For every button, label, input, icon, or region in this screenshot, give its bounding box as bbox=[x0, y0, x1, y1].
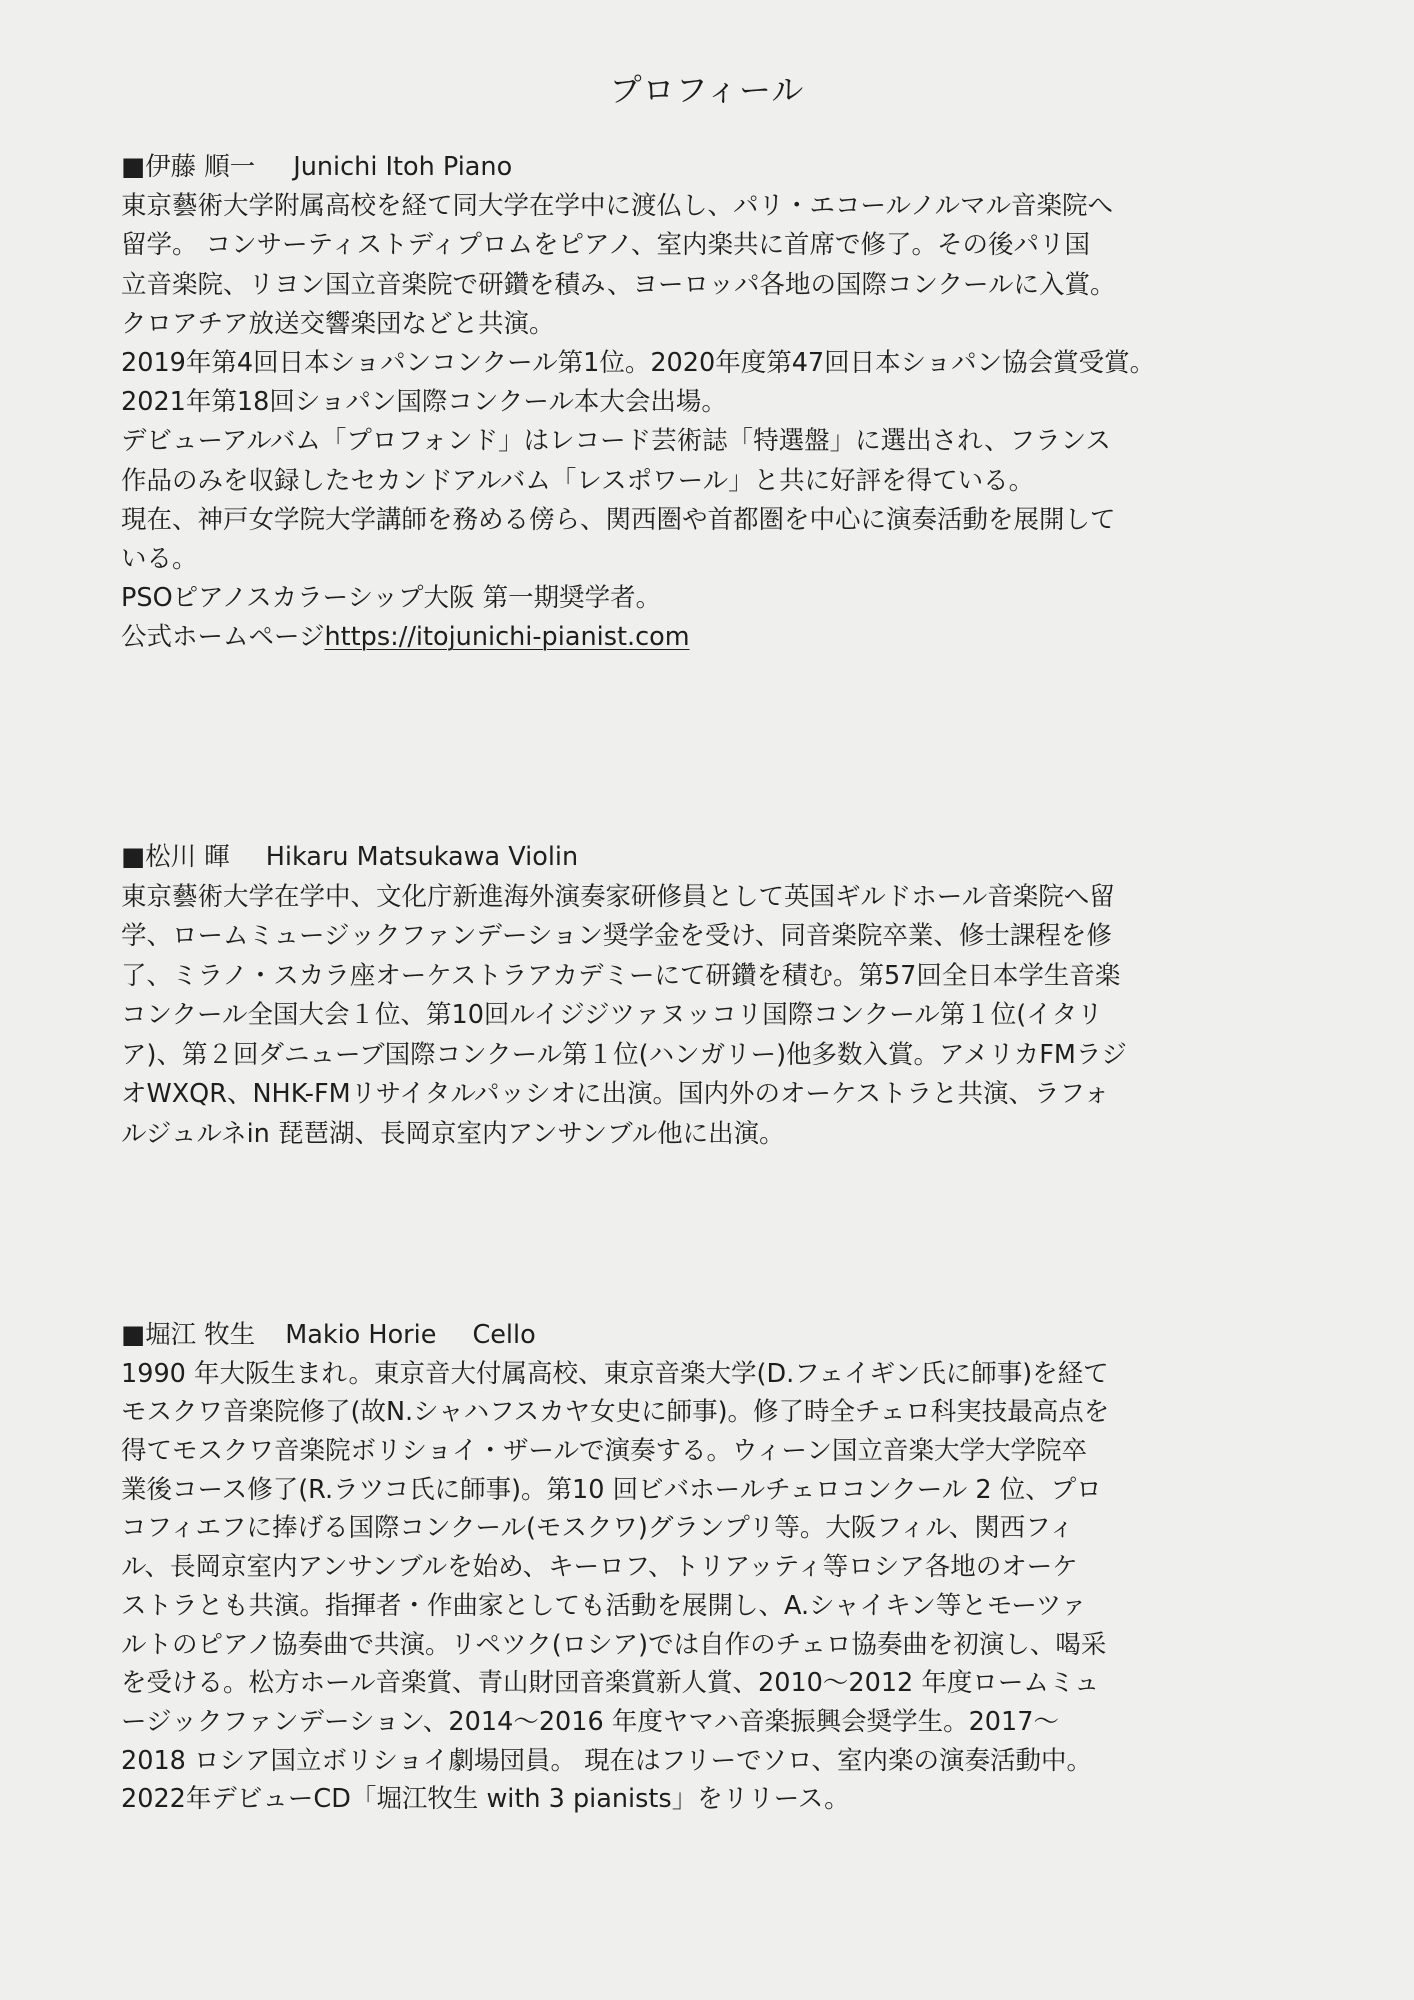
bio-line: ストラとも共演。指揮者・作曲家としても活動を展開し、A.シャイキン等とモーツァ bbox=[121, 1590, 1087, 1621]
bio-line: 1990 年大阪生まれ。東京音大付属高校、東京音楽大学(D.フェイギン氏に師事)を経て bbox=[121, 1358, 1109, 1389]
bio-line: 現在、神戸女学院大学講師を務める傍ら、関西圏や首都圏を中心に演奏活動を展開して bbox=[121, 504, 1116, 535]
bio-line: ルジュルネin 琵琶湖、長岡京室内アンサンブル他に出演。 bbox=[121, 1118, 785, 1149]
bio-line: 立音楽院、リヨン国立音楽院で研鑽を積み、ヨーロッパ各地の国際コンクールに入賞。 bbox=[121, 269, 1116, 300]
bio-line: モスクワ音楽院修了(故N.シャハフスカヤ女史に師事)。修了時全チェロ科実技最高点を bbox=[121, 1397, 1110, 1428]
profile-heading bbox=[121, 148, 1281, 187]
bio-line: オWXQR、NHK-FMリサイタルパッシオに出演。国内外のオーケストラと共演、ラフォ bbox=[121, 1079, 1110, 1109]
bio-line: 了、ミラノ・スカラ座オーケストラアカデミーにて研鑽を積む。第57回全日本学生音楽 bbox=[121, 960, 1121, 991]
bio-line: ル、長岡京室内アンサンブルを始め、キーロフ、トリアッティ等ロシア各地のオーケ bbox=[121, 1552, 1078, 1583]
bio-line: 2022年デビューCD「堀江牧生 with 3 pianists」をリリース。 bbox=[121, 1784, 850, 1815]
performer-name: ■松川 暉 bbox=[121, 842, 230, 872]
bio-line: コンクール全国大会１位、第10回ルイジジツァヌッコリ国際コンクール第１位(イタリ bbox=[121, 1000, 1103, 1030]
profile-matsukawa bbox=[121, 838, 1281, 1154]
performer-instrument: Cello bbox=[472, 1320, 536, 1350]
page-title: プロフィール bbox=[609, 71, 805, 109]
performer-role: Hikaru Matsukawa Violin bbox=[265, 842, 579, 872]
performer-role: Junichi Itoh Piano bbox=[293, 152, 513, 182]
performer-name: ■伊藤 順一 bbox=[121, 152, 256, 182]
bio-line: 2019年第4回日本ショパンコンクール第1位。2020年度第47回日本ショパン協会賞受賞。 bbox=[121, 347, 1156, 378]
homepage-line bbox=[121, 618, 1281, 657]
bio-line: コフィエフに捧げる国際コンクール(モスクワ)グランプリ等。大阪フィル、関西フィ bbox=[121, 1513, 1075, 1544]
bio-line: 業後コース修了(R.ラツコ氏に師事)。第10 回ビバホールチェロコンクール 2 位、プロ bbox=[121, 1474, 1102, 1505]
bio-line: 得てモスクワ音楽院ボリショイ・ザールで演奏する。ウィーン国立音楽大学大学院卒 bbox=[121, 1436, 1087, 1467]
bio-line: いる。 bbox=[121, 543, 198, 574]
bio-line: ージックファンデーション、2014〜2016 年度ヤマハ音楽振興会奨学生。2017〜 bbox=[121, 1706, 1059, 1737]
bio-line: PSOピアノスカラーシップ大阪 第一期奨学者。 bbox=[121, 583, 662, 614]
profile-heading bbox=[121, 838, 1281, 878]
bio-line: 2018 ロシア国立ボリショイ劇場団員。 現在はフリーでソロ、室内楽の演奏活動中。 bbox=[121, 1745, 1093, 1776]
profile-itoh bbox=[121, 148, 1281, 657]
bio-line: ルトのピアノ協奏曲で共演。リペツク(ロシア)では自作のチェロ協奏曲を初演し、喝采 bbox=[121, 1629, 1107, 1660]
bio-line: 2021年第18回ショパン国際コンクール本大会出場。 bbox=[121, 387, 727, 418]
homepage-label: 公式ホームページ bbox=[121, 622, 325, 653]
profile-heading bbox=[121, 1316, 1281, 1355]
bio-line: クロアチア放送交響楽団などと共演。 bbox=[121, 308, 555, 339]
bio-line: 留学。 コンサーティストディプロムをピアノ、室内楽共に首席で修了。その後パリ国 bbox=[121, 230, 1090, 261]
homepage-link[interactable]: https://itojunichi-pianist.com bbox=[324, 622, 690, 653]
bio-line: デビューアルバム「プロフォンド」はレコード芸術誌「特選盤」に選出され、フランス bbox=[121, 426, 1111, 457]
bio-line: 東京藝術大学在学中、文化庁新進海外演奏家研修員として英国ギルドホール音楽院へ留 bbox=[121, 881, 1115, 912]
bio-line: を受ける。松方ホール音楽賞、青山財団音楽賞新人賞、2010〜2012 年度ロームミュ bbox=[121, 1668, 1100, 1699]
profile-horie bbox=[121, 1316, 1281, 1819]
bio-line: 東京藝術大学附属高校を経て同大学在学中に渡仏し、パリ・エコールノルマル音楽院へ bbox=[121, 191, 1113, 222]
performer-role: Makio Horie bbox=[285, 1320, 437, 1350]
bio-line: 作品のみを収録したセカンドアルバム「レスポワール」と共に好評を得ている。 bbox=[121, 465, 1035, 496]
performer-name: ■堀江 牧生 bbox=[121, 1320, 256, 1350]
bio-line: ア)、第２回ダニューブ国際コンクール第１位(ハンガリー)他多数入賞。アメリカFMラジ bbox=[121, 1039, 1127, 1070]
bio-line: 学、ロームミュージックファンデーション奨学金を受け、同音楽院卒業、修士課程を修 bbox=[121, 921, 1112, 951]
